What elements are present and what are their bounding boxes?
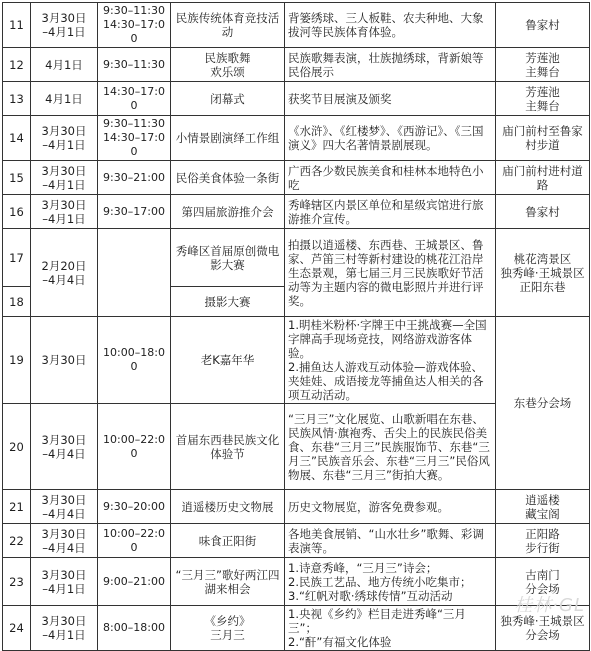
activity-name-cell: “三月三”歌好两江四湖来相会 bbox=[171, 558, 285, 606]
table-row bbox=[3, 3, 590, 48]
activity-name-cell: 摄影大赛 bbox=[171, 287, 285, 317]
venue-cell: 庙门前村进村道路 bbox=[496, 161, 590, 195]
table-row bbox=[3, 161, 590, 195]
activity-name-cell: 首届东西巷民族文化体验节 bbox=[171, 404, 285, 490]
venue-cell: 正阳路 步行街 bbox=[496, 524, 590, 558]
row-number: 16 bbox=[3, 195, 31, 229]
table-row bbox=[3, 317, 590, 404]
activity-schedule-table bbox=[2, 2, 590, 651]
row-number: 22 bbox=[3, 524, 31, 558]
date-cell: 3月30日 –4月1日 bbox=[31, 116, 98, 161]
date-cell: 3月30日 –4月1日 bbox=[31, 606, 98, 651]
time-cell: 9:30–11:30 bbox=[98, 48, 171, 82]
time-cell: 9:30–11:30 14:30–17:00 bbox=[98, 116, 171, 161]
venue-cell: 桃花湾景区 独秀峰·王城景区 正阳东巷 bbox=[496, 229, 590, 317]
description-cell: 1.明桂米粉杯·字牌王中王挑战赛—全国字牌高手现场竞技，网络游戏游客体验。 2.捕鱼达人游戏互动体验—游戏体验、夹娃娃、成语接龙等捕鱼达人相关的各项互动活动。 bbox=[285, 317, 496, 404]
date-cell: 4月1日 bbox=[31, 48, 98, 82]
description-cell: 拍摄以逍遥楼、东西巷、王城景区、鲁家、芦笛三村等新村建设的桃花江沿岸生态景观，第七届三月三民族歌好节活动等为主题内容的微电影照片并进行评奖。 bbox=[285, 229, 496, 317]
description-cell: 背篓绣球、三人板鞋、农夫种地、大象拔河等民族体育体验。 bbox=[285, 3, 496, 48]
row-number: 23 bbox=[3, 558, 31, 606]
row-number: 18 bbox=[3, 287, 31, 317]
time-cell bbox=[98, 229, 171, 317]
time-cell: 10:00–18:00 bbox=[98, 317, 171, 404]
table-row bbox=[3, 116, 590, 161]
activity-name-cell: 味食正阳街 bbox=[171, 524, 285, 558]
row-number: 15 bbox=[3, 161, 31, 195]
activity-name-cell: 小情景剧演绎工作组 bbox=[171, 116, 285, 161]
row-number: 13 bbox=[3, 82, 31, 116]
date-cell: 4月1日 bbox=[31, 82, 98, 116]
table-row bbox=[3, 606, 590, 651]
row-number: 11 bbox=[3, 3, 31, 48]
venue-cell: 鲁家村 bbox=[496, 3, 590, 48]
time-cell: 9:30–21:00 bbox=[98, 161, 171, 195]
venue-cell: 芳莲池 主舞台 bbox=[496, 82, 590, 116]
date-cell: 3月30日 –4月1日 bbox=[31, 161, 98, 195]
table-row bbox=[3, 82, 590, 116]
description-cell: 1.诗意秀峰，“三月三”诗会； 2.民族工艺品、地方传统小吃集市； 3.“红帆对歌·绣球传情”互动活动 bbox=[285, 558, 496, 606]
activity-name-cell: 民族歌舞 欢乐颂 bbox=[171, 48, 285, 82]
activity-name-cell: 逍遥楼历史文物展 bbox=[171, 490, 285, 524]
venue-cell: 东巷分会场 bbox=[496, 317, 590, 490]
date-cell: 3月30日 bbox=[31, 317, 98, 404]
activity-name-cell: 《乡约》 三月三 bbox=[171, 606, 285, 651]
date-cell: 3月30日 –4月4日 bbox=[31, 524, 98, 558]
description-cell: 1.央视《乡约》栏目走进秀峰“三月三”； 2.“酐”有福文化体验 bbox=[285, 606, 496, 651]
venue-cell: 逍遥楼 藏宝阁 bbox=[496, 490, 590, 524]
time-cell: 9:30–11:30 14:30–17:00 bbox=[98, 3, 171, 48]
activity-name-cell: 民俗美食体验一条街 bbox=[171, 161, 285, 195]
description-cell: 获奖节目展演及颁奖 bbox=[285, 82, 496, 116]
table-row bbox=[3, 490, 590, 524]
description-cell: 各地美食展销、“山水壮乡”歌舞、彩调表演等。 bbox=[285, 524, 496, 558]
description-cell: 《水浒》、《红楼梦》、《西游记》、《三国演义》四大名著情景剧展现。 bbox=[285, 116, 496, 161]
description-cell: “三月三”文化展览、山歌新唱在东巷、民族风情·旗袍秀、舌尖上的民族民俗美食、东巷“三月三”民族服饰节、东巷“三月三”民族音乐会、东巷“三月三”民俗风物展、东巷“三月三”街拍大赛。 bbox=[285, 404, 496, 490]
time-cell: 14:30–17:00 bbox=[98, 82, 171, 116]
date-cell: 3月30日 –4月1日 bbox=[31, 195, 98, 229]
description-cell: 历史文物展览，游客免费参观。 bbox=[285, 490, 496, 524]
time-cell: 9:30–17:00 bbox=[98, 195, 171, 229]
time-cell: 10:00–22:00 bbox=[98, 524, 171, 558]
watermark-logo: 桂林·GL bbox=[514, 591, 585, 617]
table-row bbox=[3, 48, 590, 82]
row-number: 17 bbox=[3, 229, 31, 287]
date-cell: 2月20日 –4月4日 bbox=[31, 229, 98, 317]
description-cell: 民族歌舞表演，壮族抛绣球，背新娘等民俗展示 bbox=[285, 48, 496, 82]
activity-name-cell: 秀峰区首届原创微电影大赛 bbox=[171, 229, 285, 287]
row-number: 21 bbox=[3, 490, 31, 524]
description-cell: 广西各少数民族美食和桂林本地特色小吃 bbox=[285, 161, 496, 195]
date-cell: 3月30日 –4月1日 bbox=[31, 3, 98, 48]
table-row bbox=[3, 524, 590, 558]
row-number: 20 bbox=[3, 404, 31, 490]
description-cell: 秀峰辖区内景区单位和星级宾馆进行旅游推介宣传。 bbox=[285, 195, 496, 229]
table-row bbox=[3, 195, 590, 229]
time-cell: 9:00–21:00 bbox=[98, 558, 171, 606]
venue-cell: 独秀峰·王城景区分会场 bbox=[496, 606, 590, 651]
row-number: 24 bbox=[3, 606, 31, 651]
date-cell: 3月30日 –4月4日 bbox=[31, 404, 98, 490]
activity-name-cell: 第四届旅游推介会 bbox=[171, 195, 285, 229]
row-number: 12 bbox=[3, 48, 31, 82]
activity-name-cell: 民族传统体育竞技活动 bbox=[171, 3, 285, 48]
time-cell: 9:30–20:00 bbox=[98, 490, 171, 524]
activity-name-cell: 闭幕式 bbox=[171, 82, 285, 116]
date-cell: 3月30日 –4月1日 bbox=[31, 558, 98, 606]
venue-cell: 芳莲池 主舞台 bbox=[496, 48, 590, 82]
date-cell: 3月30日 –4月4日 bbox=[31, 490, 98, 524]
venue-cell: 庙门前村至鲁家村步道 bbox=[496, 116, 590, 161]
activity-name-cell: 老K嘉年华 bbox=[171, 317, 285, 404]
table-row bbox=[3, 558, 590, 606]
venue-cell: 古南门 分会场 bbox=[496, 558, 590, 606]
row-number: 19 bbox=[3, 317, 31, 404]
time-cell: 8:00–18:00 bbox=[98, 606, 171, 651]
venue-cell: 鲁家村 bbox=[496, 195, 590, 229]
time-cell: 10:00–22:00 bbox=[98, 404, 171, 490]
row-number: 14 bbox=[3, 116, 31, 161]
table-row bbox=[3, 229, 590, 287]
